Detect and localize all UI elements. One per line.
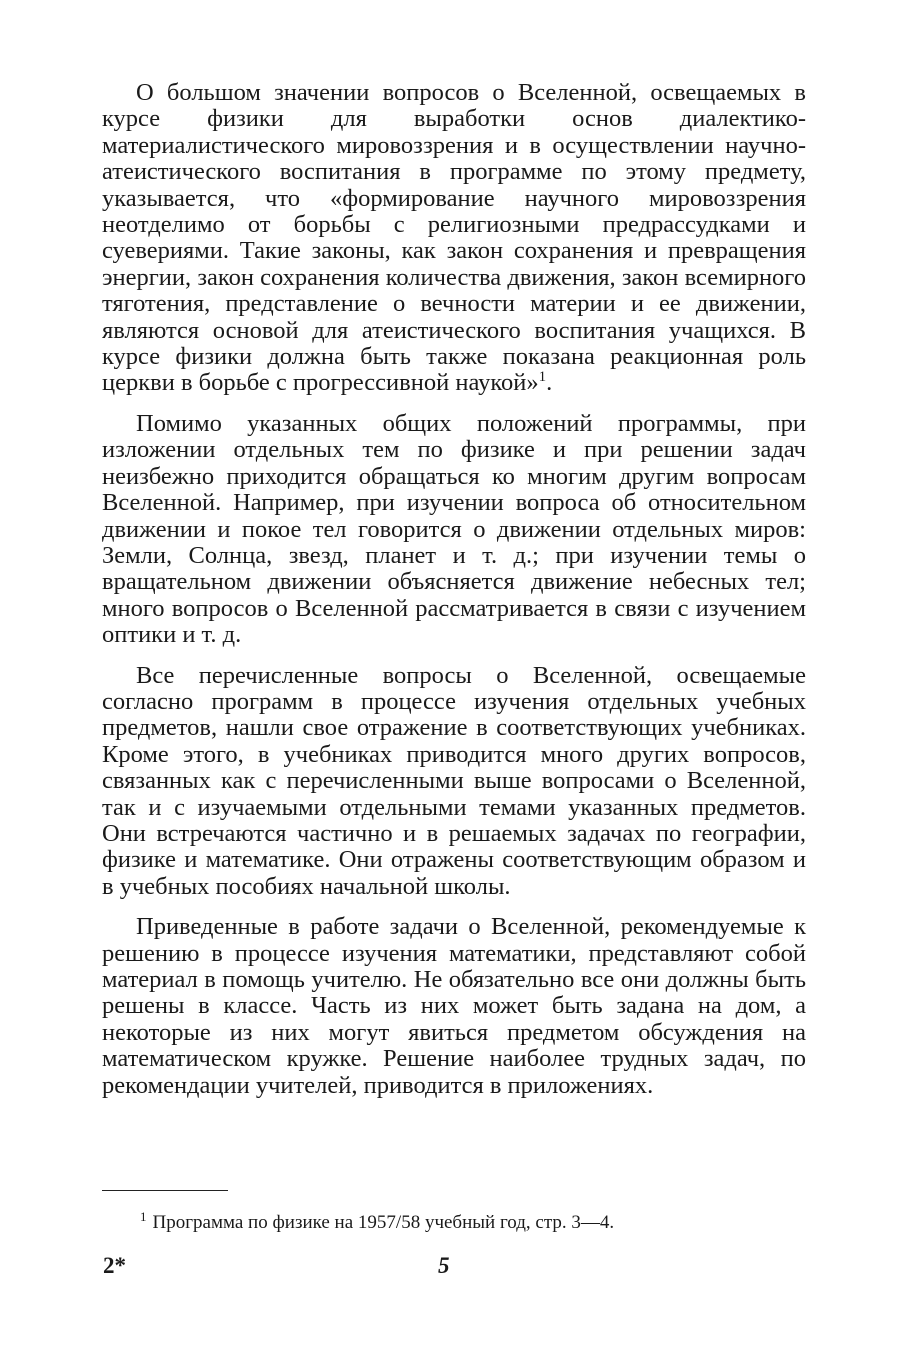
footnote-text: Программа по физике на 1957/58 учебный год, стр. 3—4. (152, 1212, 615, 1233)
footnote-ref: 1 (538, 369, 547, 386)
page-number: 5 (438, 1253, 450, 1278)
paragraph-4: Приведенные в работе задачи о Вселенной, рекомендуемые к решению в процессе изучения математики, представляют собой материал в помощь учителю. Не обязательно все они должны быть решены в классе. Часть из них может быть задана на дом, а некоторые из них могут явиться предметом обсуждения на математическом кружке. Решение наиболее трудных задач, по рекомендации учителей, приводится в приложениях. (102, 913, 806, 1099)
footnote (140, 1208, 615, 1234)
paragraph-1-end: . (546, 369, 553, 397)
footnote-divider (102, 1190, 228, 1191)
paragraph-1-text: О большом значении вопросов о Вселенной, освещаемых в курсе физики для выработки основ диалектико-материалистического мировоззрения и в осуществлении научно-атеистического воспитания в программе по этому предмету, указывается, что «формирование научного мировоззрения неотделимо от борьбы с религиозными предрассудками и суевериями. Такие законы, как закон сохранения и превращения энергии, закон сохранения количества движения, закон всемирного тяготения, представление о вечности материи и ее движении, являются основой для атеистического воспитания учащихся. В курсе физики должна быть также показана реакционная роль церкви в борьбе с прогрессивной наукой» (102, 79, 806, 397)
paragraph-2: Помимо указанных общих положений программы, при изложении отдельных тем по физике и при решении задач неизбежно приходится обращаться ко многим другим вопросам Вселенной. Например, при изучении вопроса об относительном движении и покое тел говорится о движении отдельных миров: Земли, Солнца, звезд, планет и т. д.; при изучении темы о вращательном движении объясняется движение небесных тел; много вопросов о Вселенной рассматривается в связи с изучением оптики и т. д. (102, 409, 806, 649)
footnote-marker: 1 (140, 1208, 147, 1224)
paragraph-3: Все перечисленные вопросы о Вселенной, освещаемые согласно программ в процессе изучения отдельных учебных предметов, нашли свое отражение в соответствующих учебниках. Кроме этого, в учебниках приводится много других вопросов, связанных как с перечисленными выше вопросами о Вселенной, так и с изучаемыми отдельными темами указанных предметов. Они встречаются частично и в решаемых задачах по географии, физике и математике. Они отражены соответствующим образом и в учебных пособиях начальной школы. (102, 661, 806, 900)
signature-mark: 2* (103, 1253, 126, 1278)
paragraph-1 (102, 80, 806, 397)
page-body (102, 80, 806, 1113)
